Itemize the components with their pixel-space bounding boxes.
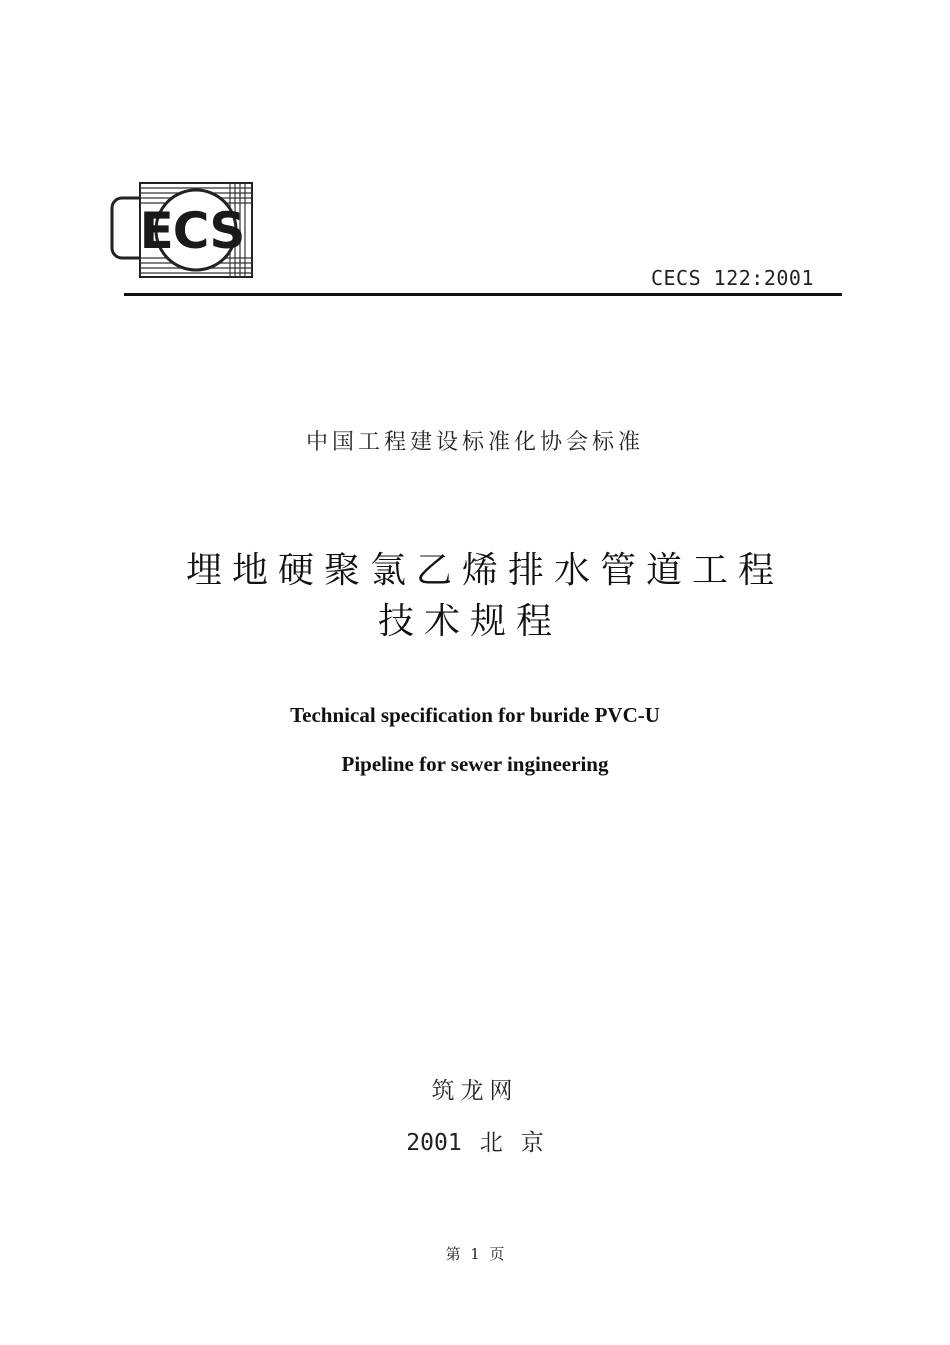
page-number	[0, 1243, 950, 1264]
standard-code: CECS 122:2001	[650, 266, 814, 290]
page-suffix: 页	[489, 1245, 505, 1263]
page-prefix: 第	[445, 1245, 461, 1263]
organization-name: 中国工程建设标准化协会标准	[305, 430, 644, 455]
header-divider	[124, 293, 842, 296]
ecs-logo	[110, 180, 272, 280]
publication-year-place	[0, 1124, 950, 1157]
publisher: 筑龙网	[431, 1078, 519, 1104]
english-title-line1: Technical specification for buride PVC-U	[290, 703, 660, 727]
logo-text: ECS	[139, 202, 245, 260]
english-title-line2: Pipeline for sewer ingineering	[341, 752, 609, 776]
publication-year: 2001	[406, 1130, 462, 1156]
publication-city-part1: 北	[479, 1130, 503, 1156]
chinese-title-line2: 技术规程	[378, 601, 563, 642]
page-number-value: 1	[470, 1245, 480, 1263]
chinese-title-line1: 埋地硬聚氯乙烯排水管道工程	[185, 550, 784, 591]
publication-city-part2: 京	[520, 1130, 544, 1156]
